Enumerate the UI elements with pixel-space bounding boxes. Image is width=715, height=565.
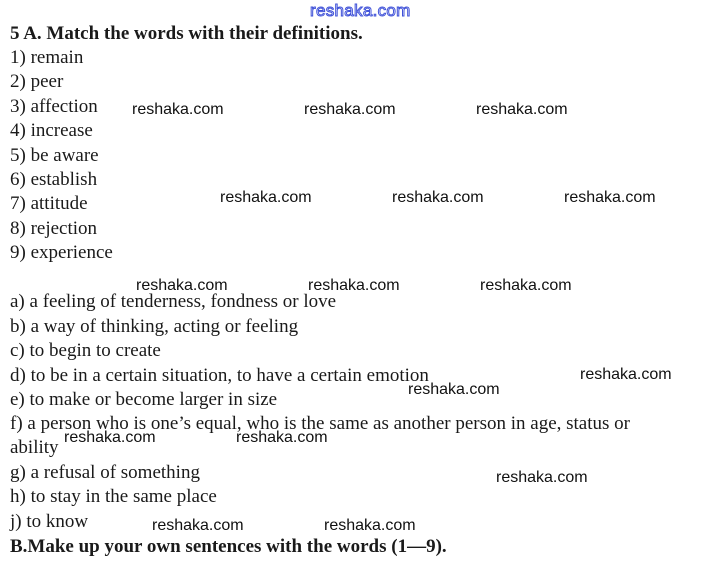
watermark: reshaka.com	[496, 469, 588, 486]
word-item: 3) affection	[10, 96, 98, 117]
watermark: reshaka.com	[408, 381, 500, 398]
word-item: 9) experience	[10, 242, 113, 263]
word-item: 4) increase	[10, 120, 93, 141]
definition-item: e) to make or become larger in size	[10, 389, 278, 410]
watermark: reshaka.com	[304, 101, 396, 118]
definition-item: h) to stay in the same place	[10, 486, 217, 507]
watermark: reshaka.com	[324, 517, 416, 534]
word-item: 5) be aware	[10, 145, 99, 166]
word-item: 2) peer	[10, 71, 64, 92]
watermark: reshaka.com	[580, 366, 672, 383]
definition-item: ability	[10, 437, 59, 458]
watermark: reshaka.com	[392, 189, 484, 206]
heading-a: 5 A. Match the words with their definitions.	[10, 23, 363, 44]
definition-item: b) a way of thinking, acting or feeling	[10, 316, 299, 337]
site-watermark-top: reshaka.com	[310, 1, 411, 20]
watermark: reshaka.com	[64, 429, 156, 446]
watermark: reshaka.com	[564, 189, 656, 206]
definition-item: j) to know	[10, 511, 89, 532]
watermark: reshaka.com	[308, 277, 400, 294]
watermark: reshaka.com	[136, 277, 228, 294]
word-item: 6) establish	[10, 169, 98, 190]
watermark: reshaka.com	[236, 429, 328, 446]
watermark: reshaka.com	[476, 101, 568, 118]
definition-item: c) to begin to create	[10, 340, 161, 361]
definition-item: f) a person who is one’s equal, who is the same as another person in age, status or	[10, 413, 630, 434]
definition-item: g) a refusal of something	[10, 462, 200, 483]
word-item: 7) attitude	[10, 193, 88, 214]
definition-item: a) a feeling of tenderness, fondness or love	[10, 291, 337, 312]
watermark: reshaka.com	[480, 277, 572, 294]
word-item: 1) remain	[10, 47, 84, 68]
definition-item: d) to be in a certain situation, to have a certain emotion	[10, 365, 429, 386]
watermark: reshaka.com	[220, 189, 312, 206]
watermark: reshaka.com	[132, 101, 224, 118]
heading-b: B.Make up your own sentences with the words (1—9).	[10, 536, 447, 557]
word-item: 8) rejection	[10, 218, 98, 239]
watermark: reshaka.com	[152, 517, 244, 534]
